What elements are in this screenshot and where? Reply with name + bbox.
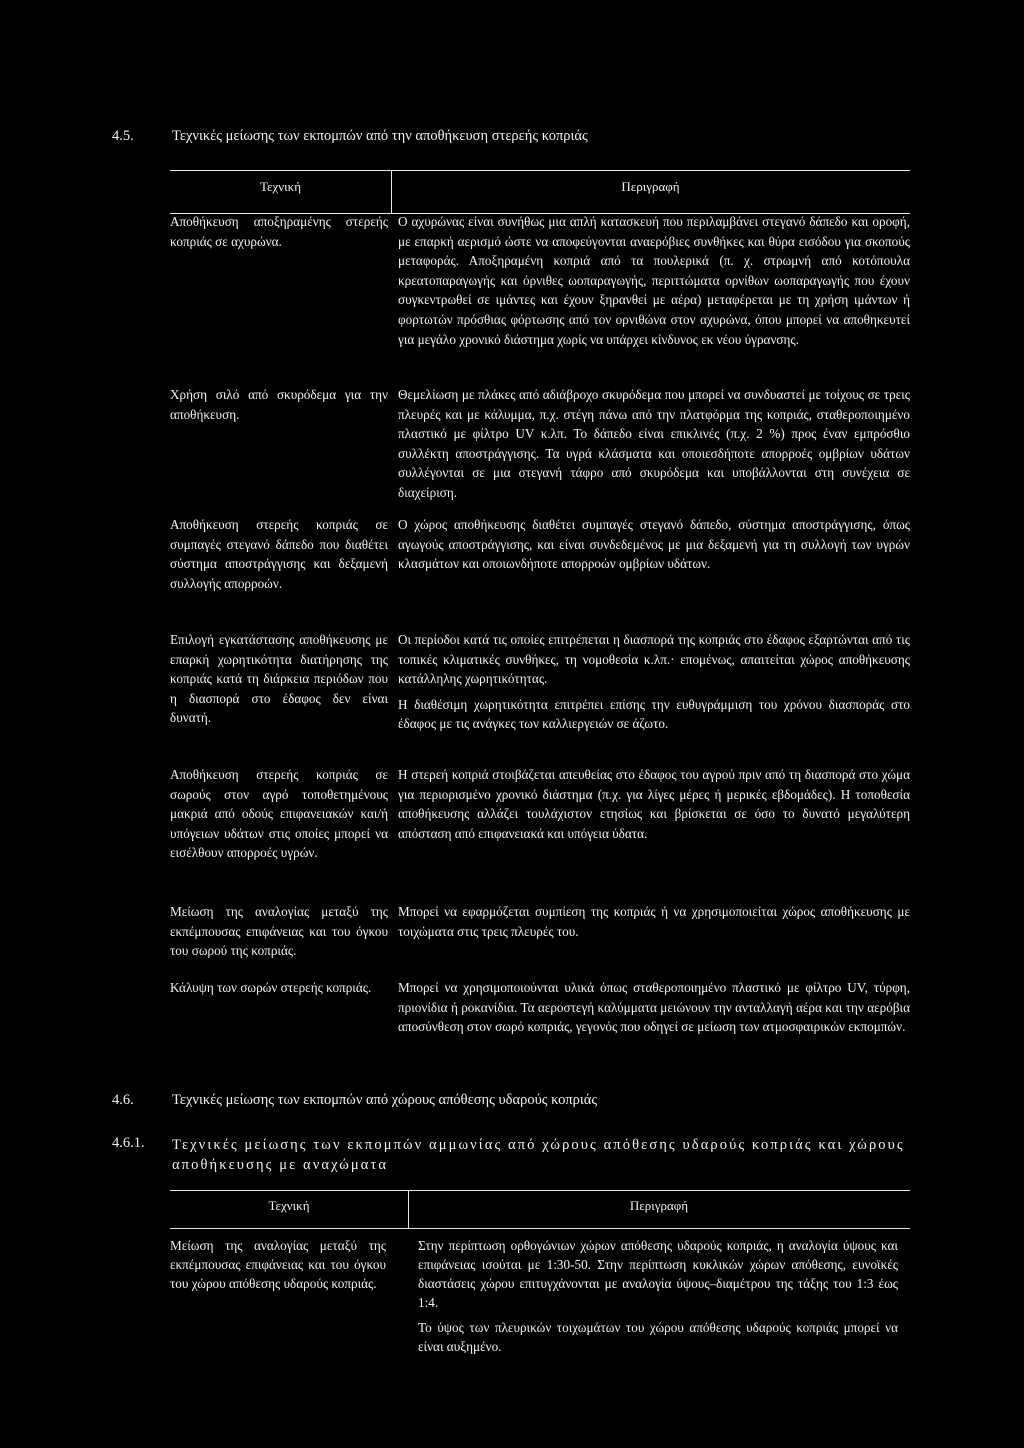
header-technique: Τεχνική xyxy=(260,179,301,194)
table-row-technique: Αποθήκευση στερεής κοπριάς σε συμπαγές στεγανό δάπεδο που διαθέτει σύστημα αποστράγγισης και δεξαμενή συλλογής απορροών. xyxy=(170,517,388,591)
table-row-description xyxy=(398,515,910,574)
section-heading-4-6-1 xyxy=(112,1135,905,1173)
table-row-technique: Χρήση σιλό από σκυρόδεμα για την αποθήκευση. xyxy=(170,387,388,422)
table-row-technique: Μείωση της αναλογίας μεταξύ της εκπέμπουσας επιφάνειας και του όγκου του σωρού της κοπριάς. xyxy=(170,904,388,959)
section-title: Τεχνικές μείωσης των εκπομπών από την αποθήκευση στερεής κοπριάς xyxy=(172,128,588,144)
section-heading-4-6 xyxy=(112,1092,598,1109)
section-title: Τεχνικές μείωσης των εκπομπών αμμωνίας από χώρους απόθεσης υδαρούς κοπριάς και χώρους αποθήκευσης με αναχώματα xyxy=(172,1137,905,1173)
description-paragraph: Ο αχυρώνας είναι συνήθως μια απλή κατασκευή που περιλαμβάνει στεγανό δάπεδο και οροφή, με επαρκή αερισμό ώστε να αποφεύγονται αναερόβιες συνθήκες και θύρα εισόδου για σκοπούς μεταφοράς. Αποξηραμένη κοπριά από τα πουλερικά (π. χ. στρωμνή από κοτόπουλα κρεατοπαραγωγής και όρνιθες ωοπαραγωγής, περιττώματα ορνίθων ωοπαραγωγής που έχουν συγκεντρωθεί σε ιμάντες και έχουν ξηρανθεί με αέρα) μεταφέρεται με τη χρήση ιμάντων ή φορτωτών πρόσθιας φόρτωσης από τον ορνιθώνα στον αχυρώνα, όπου μπορεί να αποθηκευτεί για μεγάλο χρονικό διάστημα χωρίς να υπάρχει κίνδυνος εκ νέου ύγρανσης. xyxy=(398,214,910,347)
table-top-rule xyxy=(170,170,910,171)
header-bottom-rule xyxy=(170,1228,910,1229)
description-paragraph: Το ύψος των πλευρικών τοιχωμάτων του χώρου απόθεσης υδαρούς κοπριάς μπορεί να είναι αυξημένο. xyxy=(418,1320,898,1354)
section-number: 4.6.1. xyxy=(112,1135,145,1151)
table-row-description xyxy=(398,385,910,503)
description-paragraph: Θεμελίωση με πλάκες από αδιάβροχο σκυρόδεμα που μπορεί να συνδυαστεί με τοίχους σε τρεις πλευρές και με κάλυμμα, π.χ. στέγη πάνω από την πλατφόρμα της κοπριάς, σταθεροποιημένο πλαστικό με φίλτρο UV κ.λπ. Το δάπεδο είναι επικλινές (π.χ. 2 %) προς έναν εμπρόσθιο συλλέκτη αποστράγγισης. Τα υγρά κλάσματα και οποιεσδήποτε απορροές ομβρίων υδάτων συλλέγονται σε μια στεγανή τάφρο από σκυρόδεμα και υποβάλλονται στη συνέχεια σε διαχείριση. xyxy=(398,387,910,500)
description-paragraph: Οι περίοδοι κατά τις οποίες επιτρέπεται η διασπορά της κοπριάς στο έδαφος εξαρτώνται από τις τοπικές κλιματικές συνθήκες, τη νομοθεσία κ.λπ.· επομένως, απαιτείται χώρος αποθήκευσης κατάλληλης χωρητικότητας. xyxy=(398,632,910,687)
section-title: Τεχνικές μείωσης των εκπομπών από χώρους απόθεσης υδαρούς κοπριάς xyxy=(172,1092,598,1108)
table-row-description xyxy=(398,212,910,349)
table-row-description xyxy=(398,978,910,1037)
table-top-rule xyxy=(170,1190,910,1191)
description-paragraph: Μπορεί να χρησιμοποιούνται υλικά όπως σταθεροποιημένο πλαστικό με φίλτρο UV, τύρφη, πριονίδια ή ροκανίδια. Τα αεροστεγή καλύμματα μειώνουν την ανταλλαγή αέρα και την αερόβια αποσύνθεση στον σωρό κοπριάς, γεγονός που οδηγεί σε μείωση των ατμοσφαιρικών εκπομπών. xyxy=(398,980,910,1035)
description-paragraph: Ο χώρος αποθήκευσης διαθέτει συμπαγές στεγανό δάπεδο, σύστημα αποστράγγισης, όπως αγωγούς αποστράγγισης, και είναι συνδεδεμένος με μια δεξαμενή για τη συλλογή των υγρών κλασμάτων και οποιωνδήποτε απορροών ομβρίων υδάτων. xyxy=(398,517,910,572)
table-row-description xyxy=(418,1236,898,1356)
section-heading-4-5 xyxy=(112,128,588,145)
description-paragraph: Η στερεή κοπριά στοιβάζεται απευθείας στο έδαφος του αγρού πριν από τη διασπορά στο χώμα για περιορισμένο χρονικό διάστημα (π.χ. για λίγες μέρες ή μερικές εβδομάδες). Η τοποθεσία αποθήκευσης αλλάζει τουλάχιστον ετησίως και βρίσκεται σε όσο το δυνατό μεγαλύτερη απόσταση από επιφανειακά και υπόγεια ύδατα. xyxy=(398,767,910,841)
table-row-description xyxy=(398,902,910,941)
table-row-technique: Αποθήκευση αποξηραμένης στερεής κοπριάς σε αχυρώνα. xyxy=(170,214,388,249)
table-row-technique: Μείωση της αναλογίας μεταξύ της εκπέμπουσας επιφάνειας και του όγκου του χώρου απόθεσης υδαρούς κοπριάς. xyxy=(170,1238,386,1291)
section-number: 4.6. xyxy=(112,1092,134,1108)
table-row-description xyxy=(398,765,910,843)
section-number: 4.5. xyxy=(112,128,134,144)
description-paragraph: Η διαθέσιμη χωρητικότητα επιτρέπει επίσης την ευθυγράμμιση του χρόνου διασποράς στο έδαφος με τις ανάγκες των καλλιεργειών σε άζωτο. xyxy=(398,696,910,732)
header-technique: Τεχνική xyxy=(268,1198,310,1213)
header-description: Περιγραφή xyxy=(629,1198,689,1213)
table-row-technique: Κάλυψη των σωρών στερεής κοπριάς. xyxy=(170,980,372,995)
table-row-technique: Αποθήκευση στερεής κοπριάς σε σωρούς στον αγρό τοποθετημένους μακριά από οδούς επιφανειακών και/ή υπόγειων υδάτων στις οποίες μπορεί να εισέλθουν απορροές υγρών. xyxy=(170,767,388,861)
table-row-technique: Επιλογή εγκατάστασης αποθήκευσης με επαρκή χωρητικότητα διατήρησης της κοπριάς κατά τη διάρκεια περιόδων που η διασπορά στο έδαφος δεν είναι δυνατή. xyxy=(170,632,388,726)
table-row-description xyxy=(398,630,910,734)
header-description: Περιγραφή xyxy=(621,179,680,194)
description-paragraph: Μπορεί να εφαρμόζεται συμπίεση της κοπριάς ή να χρησιμοποιείται χώρος αποθήκευσης με τοιχώματα στις τρεις πλευρές του. xyxy=(398,904,910,939)
description-paragraph: Στην περίπτωση ορθογώνιων χώρων απόθεσης υδαρούς κοπριάς, η αναλογία ύψους και επιφάνειας ισούται με 1:30-50. Στην περίπτωση κυκλικών χώρων απόθεσης, ευνοϊκές διαστάσεις χώρου επιτυγχάνονται με αναλογία ύψους–διαμέτρου της τάξης του 1:3 έως 1:4. xyxy=(418,1238,898,1310)
